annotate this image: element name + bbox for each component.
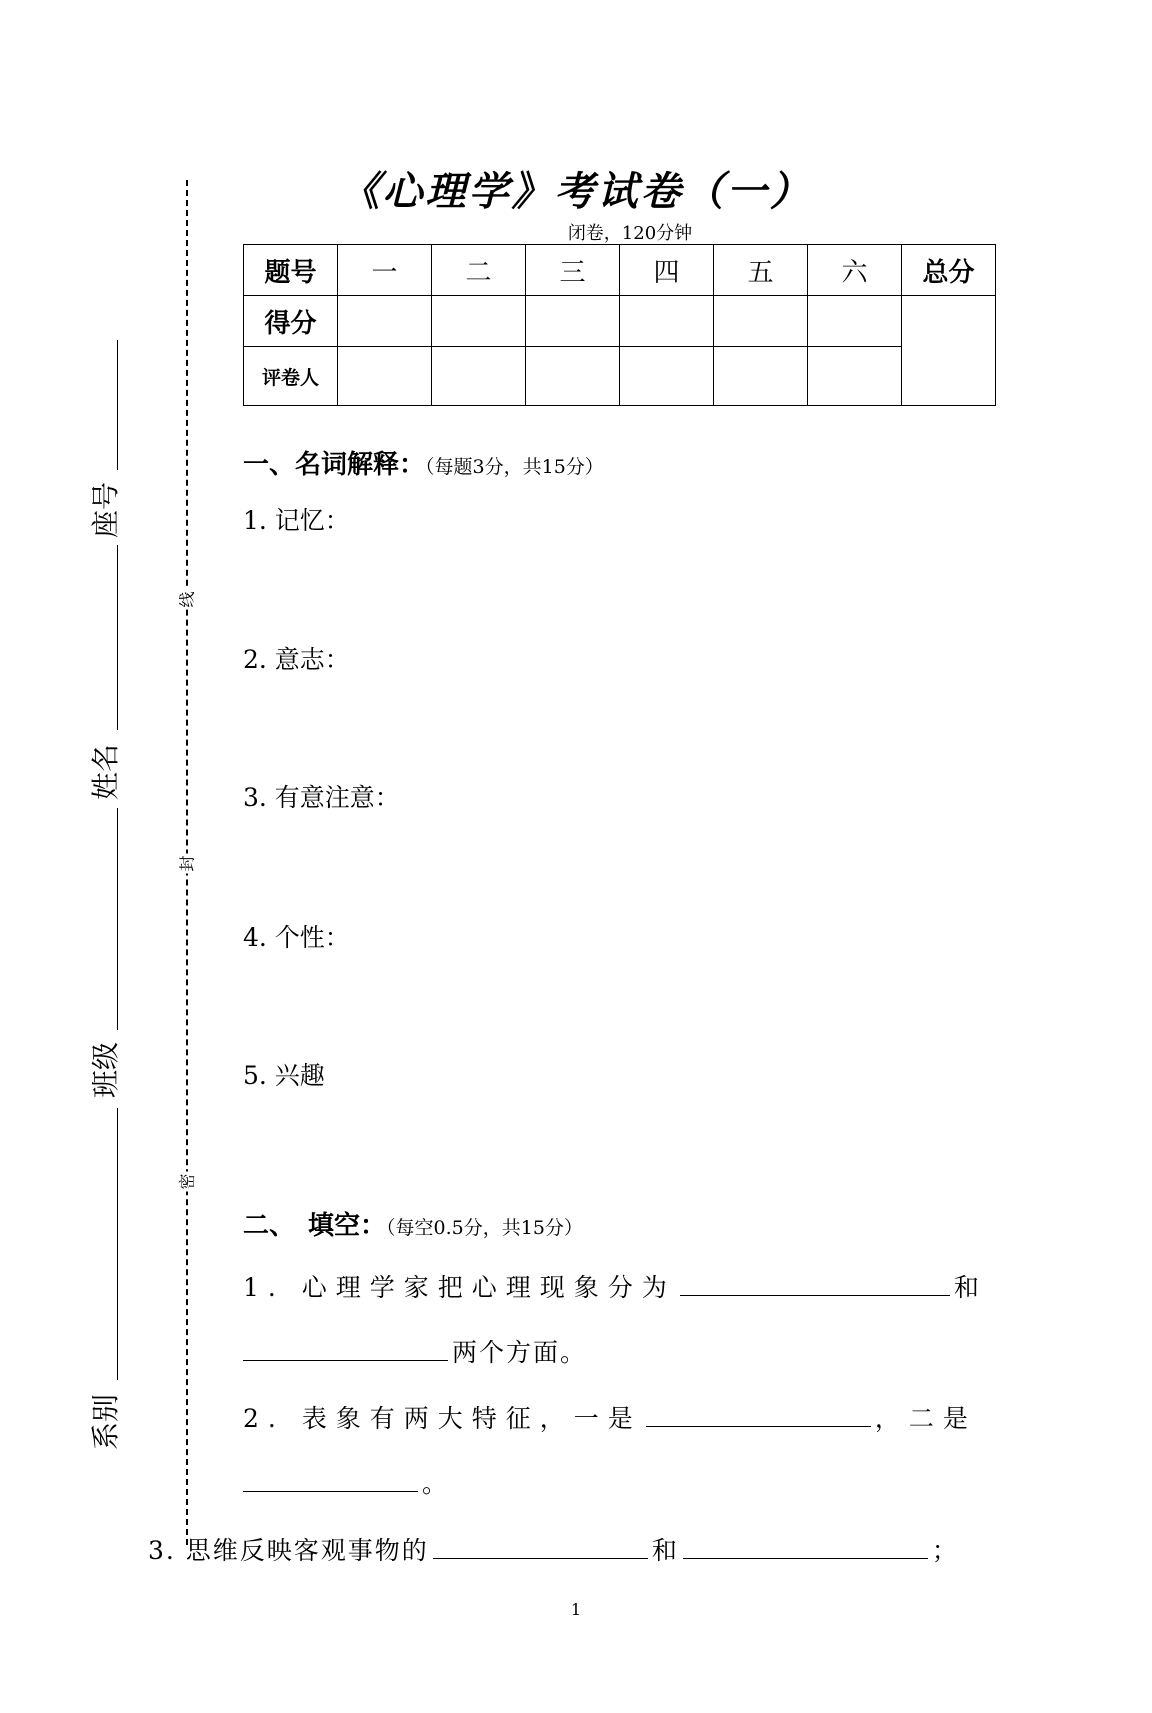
- score-table: [243, 244, 996, 406]
- student-info-strip: [84, 340, 124, 1455]
- section1-item-2: 2. 意志：: [243, 645, 350, 674]
- fill-q3-text-1: 3. 思维反映客观事物的: [148, 1536, 429, 1565]
- header-cell-6: 六: [808, 245, 902, 296]
- fill-question-1-line-2: [243, 1333, 587, 1369]
- header-cell-4: 四: [620, 245, 714, 296]
- exam-title: 《心理学》考试卷（一）: [339, 169, 813, 215]
- fill-q2-text-2: ，二是: [874, 1404, 977, 1433]
- seat-number-label: 座号: [89, 481, 123, 539]
- department-label: 系别: [89, 1393, 123, 1451]
- grader-row-label: 评卷人: [244, 347, 338, 406]
- page-number: 1: [570, 1600, 582, 1619]
- section1-item-3: 3. 有意注意：: [243, 783, 400, 812]
- binding-label-line: 线: [175, 590, 198, 610]
- section2-note: （每空0.5分，共15分）: [386, 1217, 583, 1239]
- grader-cell[interactable]: [714, 347, 808, 406]
- grader-cell[interactable]: [526, 347, 620, 406]
- fill-q1-text-1: 1. 心理学家把心理现象分为: [243, 1273, 676, 1302]
- fill-question-2-line-2: [243, 1464, 449, 1500]
- header-cell-1: 一: [338, 245, 432, 296]
- grader-row: [244, 347, 996, 406]
- score-cell[interactable]: [620, 296, 714, 347]
- fill-q3-text-3: ；: [931, 1536, 959, 1565]
- fill-blank[interactable]: [243, 1465, 418, 1492]
- score-cell[interactable]: [432, 296, 526, 347]
- section1-item-1: 1. 记忆：: [243, 506, 350, 535]
- header-cell-2: 二: [432, 245, 526, 296]
- score-cell[interactable]: [526, 296, 620, 347]
- grader-cell[interactable]: [808, 347, 902, 406]
- fill-q2-text-3: 。: [422, 1469, 450, 1498]
- section1-note: （每题3分，共15分）: [425, 456, 604, 478]
- grader-cell[interactable]: [432, 347, 526, 406]
- binding-label-secret: 密: [175, 1172, 198, 1192]
- score-row: [244, 296, 996, 347]
- score-table-header-row: [244, 245, 996, 296]
- section1-item-5: 5. 兴趣: [243, 1061, 325, 1090]
- section1-item-4: 4. 个性：: [243, 923, 350, 952]
- fill-blank[interactable]: [683, 1532, 928, 1559]
- class-blank[interactable]: [117, 808, 118, 1030]
- fill-q1-text-2: 和: [953, 1273, 988, 1302]
- header-cell-5: 五: [714, 245, 808, 296]
- fill-q1-text-3: 两个方面。: [452, 1338, 588, 1367]
- class-field: [84, 1040, 124, 1100]
- header-cell-total: 总分: [902, 245, 996, 296]
- header-cell-3: 三: [526, 245, 620, 296]
- score-cell[interactable]: [714, 296, 808, 347]
- department-blank[interactable]: [117, 1108, 118, 1380]
- fill-blank[interactable]: [646, 1400, 871, 1427]
- header-cell-label: 题号: [244, 245, 338, 296]
- fill-question-3: [148, 1531, 959, 1567]
- name-blank[interactable]: [117, 545, 118, 730]
- score-cell[interactable]: [808, 296, 902, 347]
- department-field: [84, 1392, 124, 1452]
- section1-heading: [243, 444, 604, 481]
- section1-title: 一、名词解释：: [243, 450, 426, 480]
- fill-question-1-line-1: [243, 1268, 988, 1304]
- fill-blank[interactable]: [243, 1334, 448, 1361]
- grader-cell[interactable]: [620, 347, 714, 406]
- binding-label-seal: 封: [175, 854, 198, 874]
- score-row-label: 得分: [244, 296, 338, 347]
- section2-title: 二、 填空：: [243, 1211, 387, 1241]
- fill-q2-text-1: 2. 表象有两大特征，一是: [243, 1404, 642, 1433]
- grader-cell[interactable]: [338, 347, 432, 406]
- exam-subtitle: 闭卷，120分钟: [567, 223, 693, 244]
- fill-blank[interactable]: [680, 1269, 950, 1296]
- fill-question-2-line-1: [243, 1399, 977, 1435]
- total-score-cell[interactable]: [902, 296, 996, 406]
- section2-heading: [243, 1205, 583, 1242]
- class-label: 班级: [89, 1041, 123, 1099]
- name-field: [84, 742, 124, 802]
- fill-q3-text-2: 和: [651, 1536, 679, 1565]
- fill-blank[interactable]: [433, 1532, 648, 1559]
- seat-number-field: [84, 480, 124, 540]
- seat-number-blank[interactable]: [117, 340, 118, 470]
- name-label: 姓名: [89, 743, 123, 801]
- score-cell[interactable]: [338, 296, 432, 347]
